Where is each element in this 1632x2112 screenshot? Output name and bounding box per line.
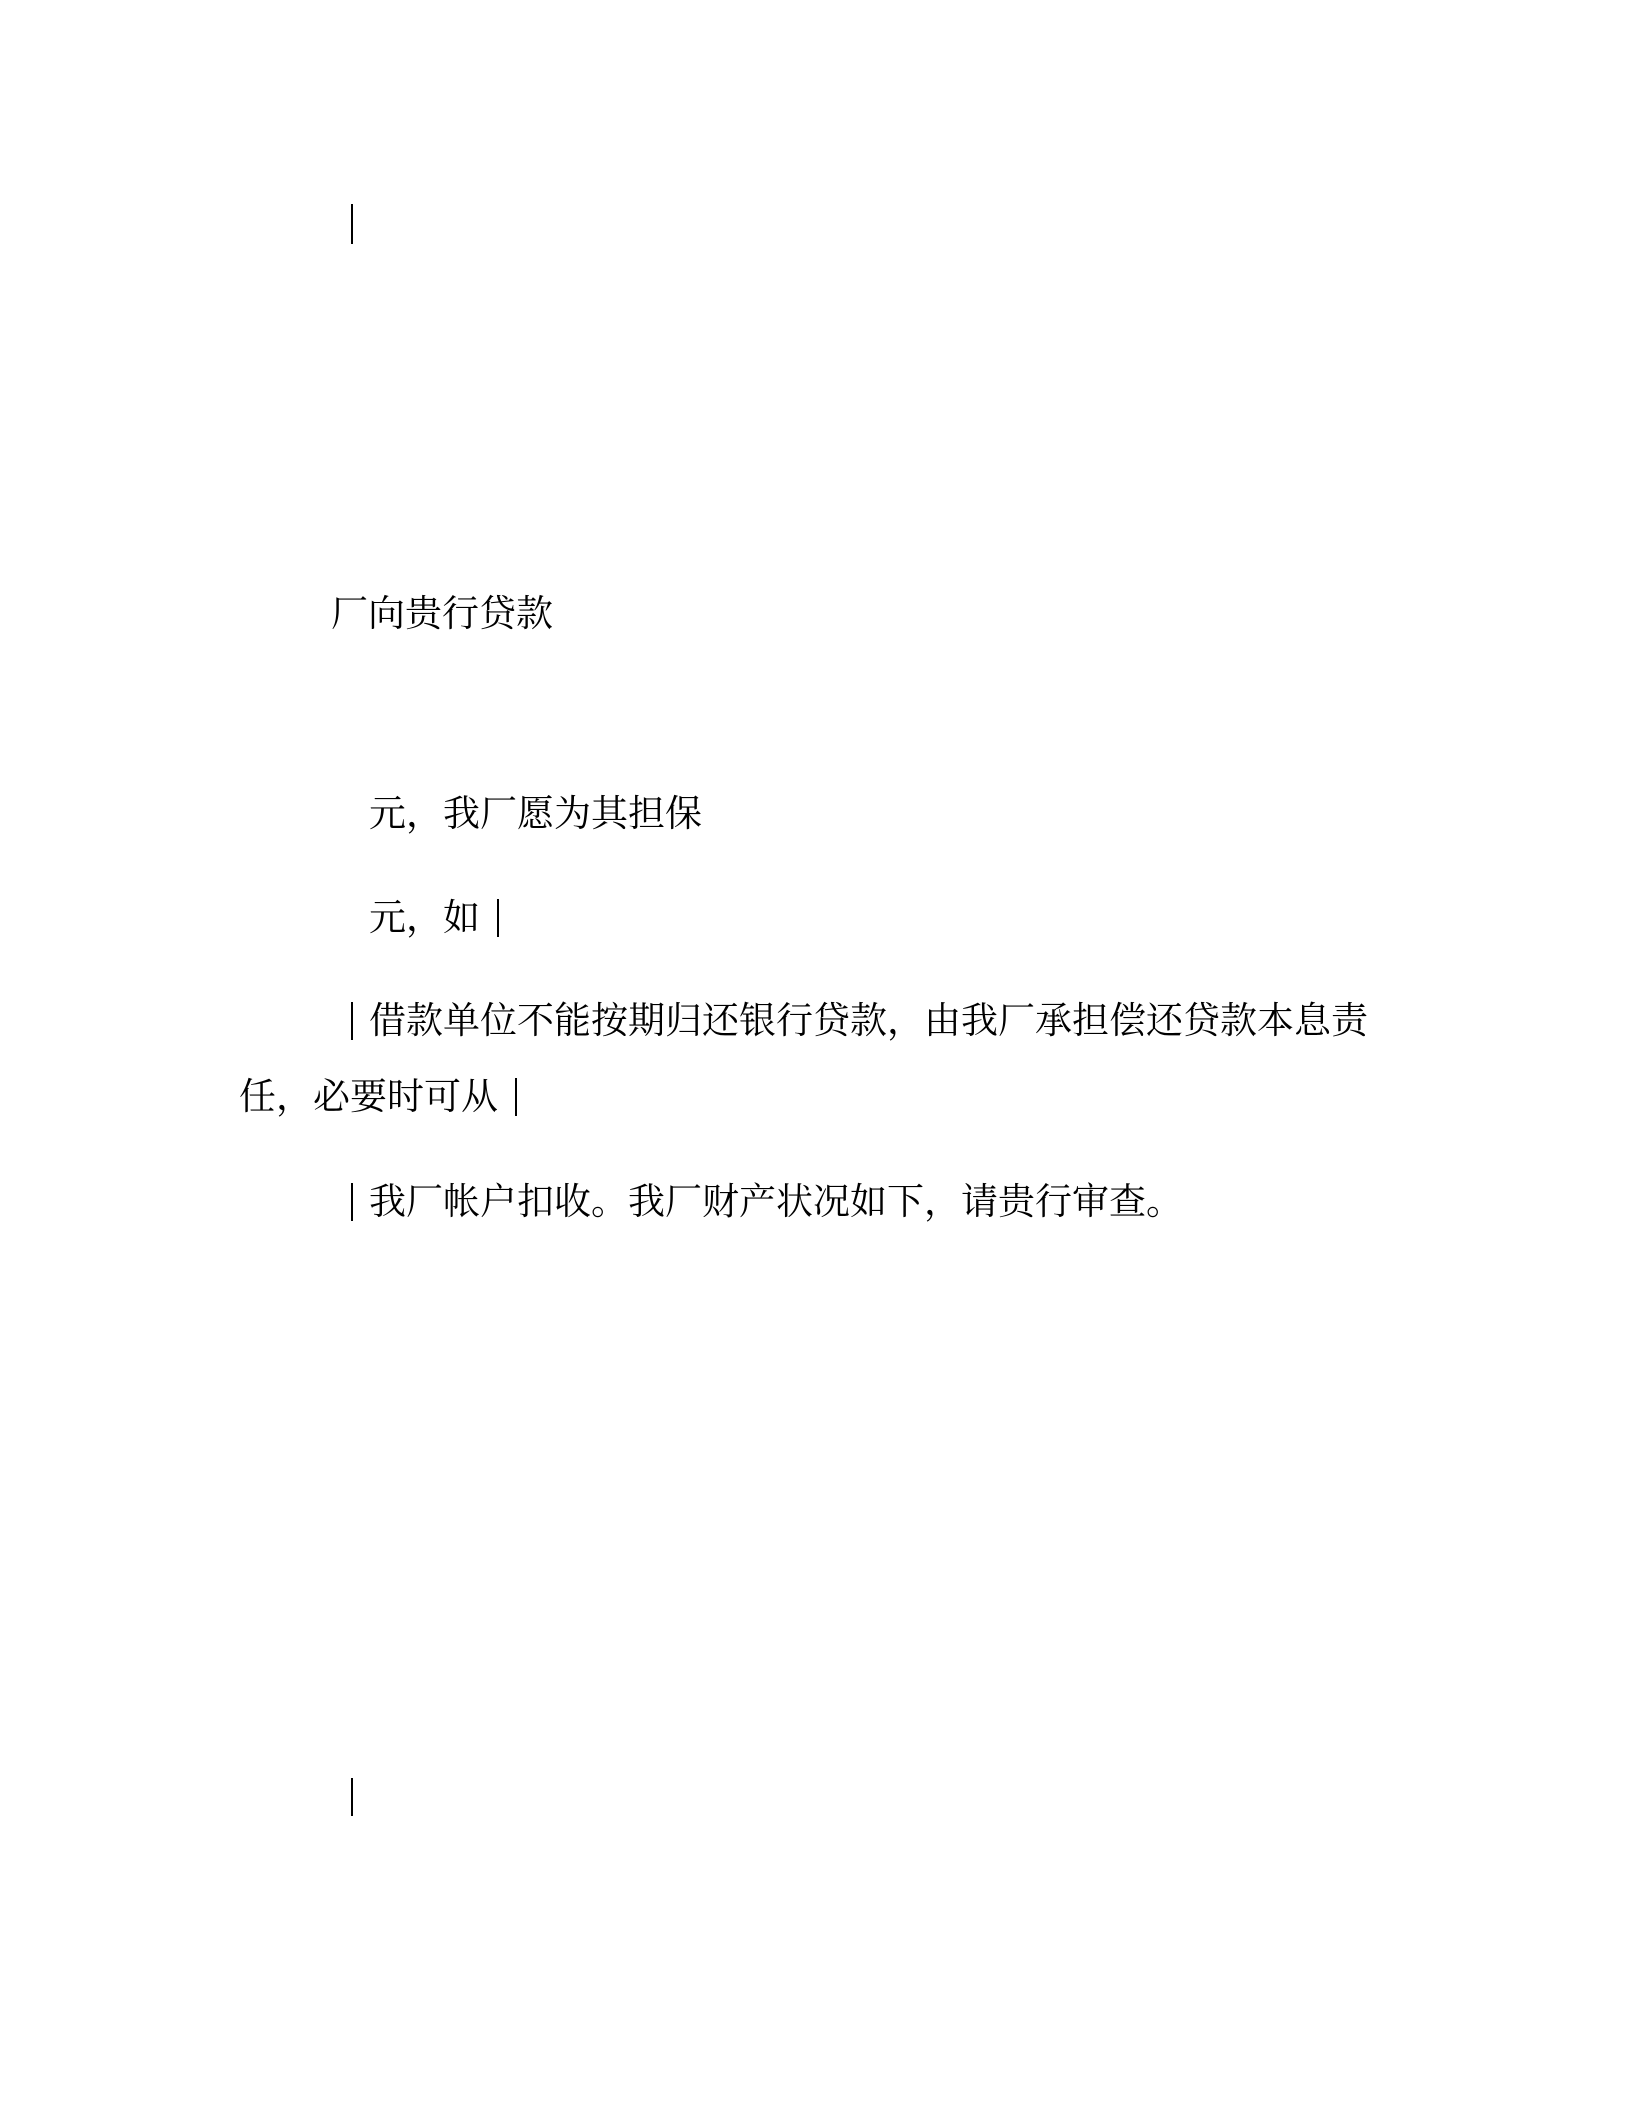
- liability-line-1: 借款单位不能按期归还银行贷款，由我厂承担偿还贷款本息责: [369, 999, 1368, 1042]
- blank-field-marker-amount: [497, 899, 499, 937]
- heading-fragment: 厂向贵行贷款: [331, 592, 553, 635]
- blank-field-marker-from: [515, 1078, 517, 1116]
- blank-field-marker-top: [351, 204, 353, 244]
- amount-line-1: 元，我厂愿为其担保: [369, 792, 702, 835]
- blank-field-marker-bottom: [351, 1778, 353, 1816]
- liability-line-2: 任，必要时可从: [239, 1075, 498, 1118]
- blank-field-marker-liability: [351, 1002, 353, 1040]
- amount-line-2: 元，如: [369, 896, 480, 939]
- account-line: 我厂帐户扣收。我厂财产状况如下，请贵行审查。: [369, 1180, 1183, 1223]
- blank-field-marker-account: [351, 1183, 353, 1221]
